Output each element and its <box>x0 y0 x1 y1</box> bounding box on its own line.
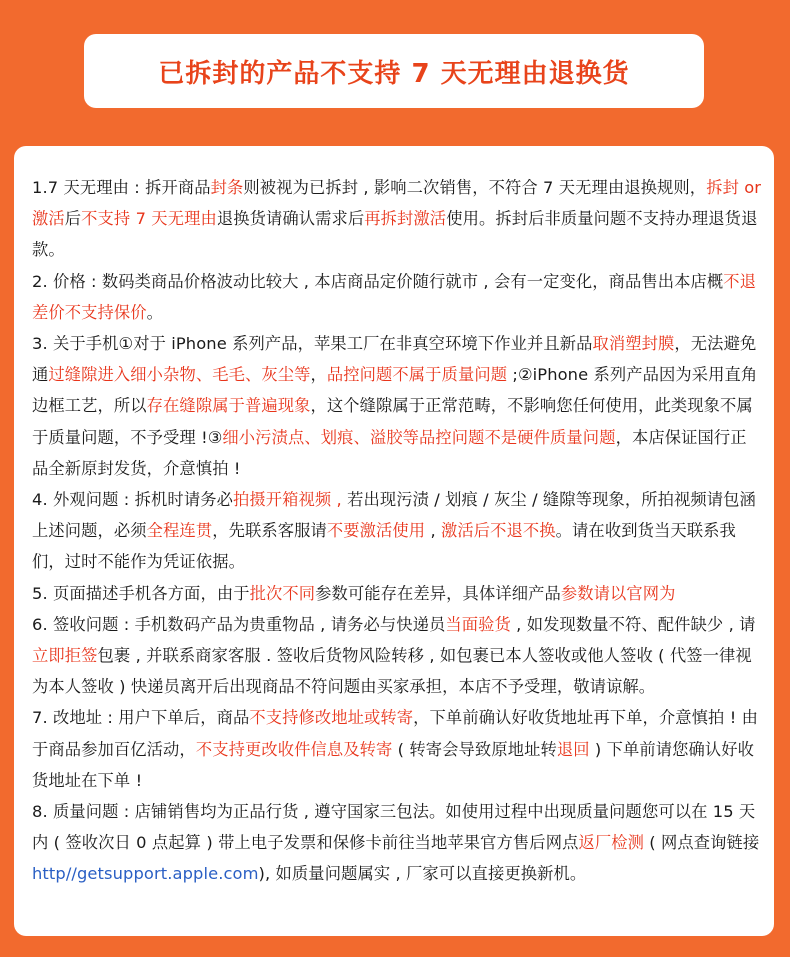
policy-text: ，下单前确认好收货地址再下单，介意慎拍 ! 由于商品参加百亿活动， <box>32 708 758 759</box>
highlight-text: 品控问题不属于质量问题 <box>326 365 508 385</box>
policy-item-quality <box>32 796 762 890</box>
policy-text: 后 <box>64 209 82 229</box>
policy-item-appearance <box>32 484 762 578</box>
policy-text: 使用。拆封后非质量问题不支持办理退货退款。 <box>32 209 758 260</box>
policy-text: ，这个缝隙属于正常范畴，不影响您任何使用，此类现象不属于质量问题，不予受理 !③ <box>32 396 753 447</box>
policy-text: ), 如质量问题属实 , 厂家可以直接更换新机。 <box>258 864 587 884</box>
policy-text: ， <box>310 365 327 385</box>
policy-item-page-description <box>32 578 762 609</box>
policy-text: 4. 外观问题 : 拆机时请务必 <box>32 490 233 510</box>
policy-text: ;②iPhone 系列产品因为采用直角边框工艺，所以 <box>32 365 758 416</box>
policy-text: 包裹 , 并联系商家客服 . 签收后货物风险转移 , 如包裹已本人签收或他人签收 ( 代签一律视为本人签收 ) 快递员离开后出现商品不符问题由买家承担，本店不予受理，敬请谅解。 <box>32 646 752 697</box>
policy-text: 3. 关于手机①对于 iPhone 系列产品，苹果工厂在非真空环境下作业并且新品 <box>32 334 593 354</box>
policy-text: 参数可能存在差异，具体详细产品 <box>315 583 561 603</box>
policy-text: ，先联系客服请 <box>212 521 327 541</box>
highlight-text: 再拆封激活 <box>364 209 447 229</box>
highlight-text: 当面验货 <box>445 614 511 634</box>
page-title: 已拆封的产品不支持 7 天无理由退换货 <box>158 58 630 89</box>
policy-text: ，无法避免通 <box>32 334 757 385</box>
highlight-text: 细小污渍点、划痕、溢胶等品控问题不是硬件质量问题 <box>222 427 616 447</box>
policy-text: 。请在收到货当天联系我们，过时不能作为凭证依据。 <box>32 521 736 572</box>
policy-item-price <box>32 266 762 328</box>
policy-item-iphone <box>32 328 762 484</box>
highlight-text: 不支持更改收件信息及转寄 <box>195 739 393 759</box>
highlight-text: 取消塑封膜 <box>592 334 675 354</box>
highlight-text: 不要激活使用 <box>326 521 426 541</box>
highlight-text: 过缝隙进入细小杂物、毛毛、灰尘等 <box>48 365 311 385</box>
highlight-text: 不支持修改地址或转寄 <box>249 708 414 728</box>
policy-text: 退换货请确认需求后 <box>216 209 365 229</box>
policy-text: 7. 改地址 : 用户下单后，商品 <box>32 708 250 728</box>
support-link[interactable]: http//getsupport.apple.com <box>32 864 259 884</box>
highlight-text: 封条 <box>210 178 244 197</box>
policy-text: 若出现污渍 / 划痕 / 灰尘 / 缝隙等现象，所拍视频请包涵上述问题，必须 <box>32 490 756 541</box>
policy-text: ) 下单前请您确认好收货地址在下单 ! <box>32 739 755 790</box>
policy-item-no-reason-return <box>32 172 762 266</box>
policy-text: 6. 签收问题 : 手机数码产品为贵重物品 , 请务必与快递员 <box>32 614 446 634</box>
highlight-text: 批次不同 <box>249 583 316 603</box>
policy-card <box>14 146 774 936</box>
policy-text: 8. 质量问题 : 店铺销售均为正品行货 , 遵守国家三包法。如使用过程中出现质量问题您可以在 15 天内 ( 签收次日 0 点起算 ) 带上电子发票和保修卡前往当地苹果官方售后网点 <box>32 802 756 853</box>
highlight-text: 参数请以官网为 <box>560 583 676 603</box>
header-banner <box>84 34 704 108</box>
highlight-text: 立即拒签 <box>32 646 98 666</box>
policy-text: 5. 页面描述手机各方面，由于 <box>32 583 250 603</box>
policy-text: ，本店保证国行正品全新原封发货，介意慎拍 ! <box>32 427 747 478</box>
policy-text: 1.7 天无理由 : 拆开商品 <box>32 178 211 197</box>
policy-item-change-address <box>32 702 762 796</box>
highlight-text: 不支持 7 天无理由 <box>81 209 217 229</box>
highlight-text: 全程连贯 <box>146 521 213 541</box>
policy-text: 2. 价格 : 数码类商品价格波动比较大 , 本店商品定价随行就市 , 会有一定变化，商品售出本店概 <box>32 271 724 291</box>
policy-text: ( 转寄会导致原地址转 <box>392 739 557 759</box>
highlight-text: 激活后不退不换 <box>441 521 556 541</box>
highlight-text: 退回 <box>556 739 590 759</box>
policy-item-signing <box>32 609 762 703</box>
highlight-text: 存在缝隙属于普遍现象 <box>146 396 311 416</box>
highlight-text: 返厂检测 <box>578 833 644 853</box>
highlight-text: 拆封 or 激活 <box>32 178 762 229</box>
policy-text: , 如发现数量不符、配件缺少 , 请 <box>510 614 756 634</box>
highlight-text: 拍摄开箱视频 , <box>232 490 342 510</box>
policy-text: 。 <box>146 302 164 322</box>
highlight-text: 不退差价不支持保价 <box>32 271 757 322</box>
policy-text: 则被视为已拆封 , 影响二次销售，不符合 7 天无理由退换规则， <box>243 178 707 197</box>
policy-text: ( 网点查询链接 <box>644 833 760 853</box>
policy-text: , <box>425 521 441 541</box>
